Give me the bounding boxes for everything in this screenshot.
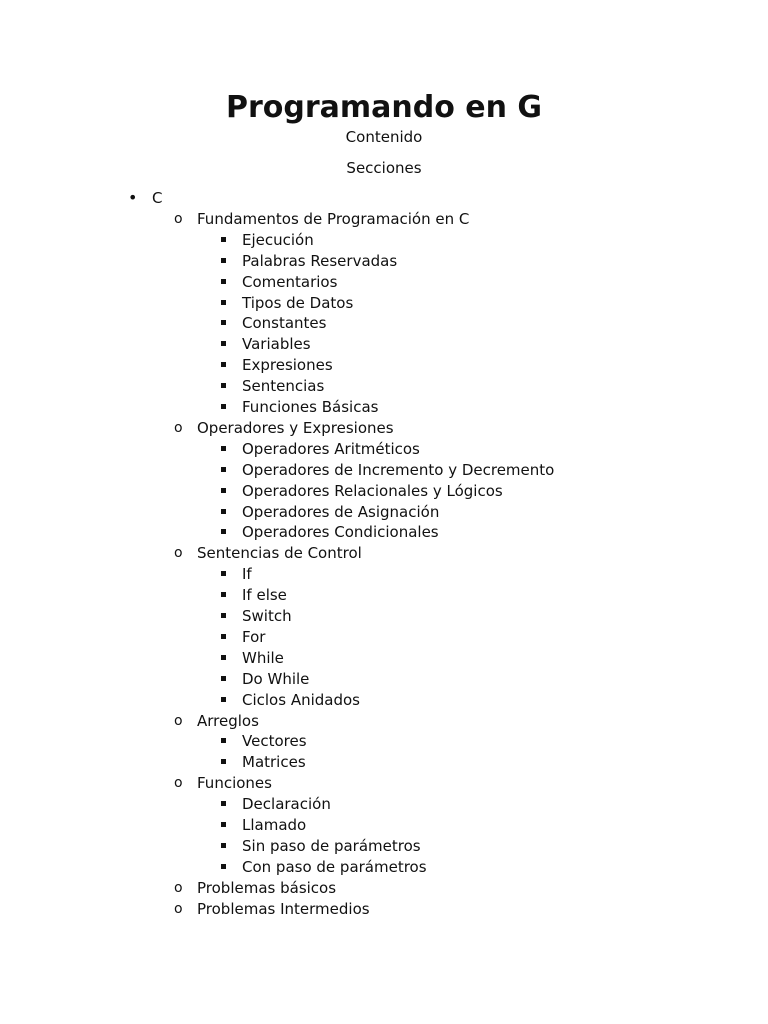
bullet-circle-icon: o: [174, 210, 183, 227]
bullet-square-icon: [221, 676, 226, 681]
outline-item-level3: [242, 752, 306, 772]
outline-item-label: Arreglos: [197, 711, 259, 730]
outline-item-label: Comentarios: [242, 272, 338, 291]
outline-item-level3: [242, 481, 503, 501]
outline-item-level3: [242, 460, 554, 480]
outline-item-label: Expresiones: [242, 356, 333, 375]
outline-item-level3: [242, 794, 331, 814]
outline-item-level2: [174, 543, 362, 563]
outline-item-label: Operadores y Expresiones: [197, 418, 394, 437]
bullet-square-icon: [221, 822, 226, 827]
outline-item-level2: [174, 418, 394, 438]
outline-item-level3: [242, 836, 421, 856]
bullet-circle-icon: o: [174, 419, 183, 436]
outline-item-label: Sin paso de parámetros: [242, 836, 421, 855]
outline-item-level3: [242, 355, 333, 375]
outline-item-label: Sentencias de Control: [197, 544, 362, 563]
outline-item-label: If: [242, 565, 252, 584]
outline-item-label: While: [242, 648, 284, 667]
bullet-square-icon: [221, 509, 226, 514]
outline-item-label: Operadores Relacionales y Lógicos: [242, 481, 503, 500]
outline-item-label: Declaración: [242, 795, 331, 814]
outline-item-label: Fundamentos de Programación en C: [197, 209, 470, 228]
outline-item-level3: [242, 564, 252, 584]
bullet-square-icon: [221, 738, 226, 743]
outline-item-label: Vectores: [242, 732, 307, 751]
bullet-square-icon: [221, 801, 226, 806]
bullet-square-icon: [221, 655, 226, 660]
outline-item-level3: [242, 669, 309, 689]
outline-item-level3: [242, 857, 427, 877]
outline-item-label: For: [242, 627, 266, 646]
outline-item-label: Variables: [242, 335, 311, 354]
bullet-square-icon: [221, 613, 226, 618]
outline-item-label: If else: [242, 586, 287, 605]
bullet-square-icon: [221, 571, 226, 576]
outline-item-level3: [242, 627, 265, 647]
bullet-square-icon: [221, 320, 226, 325]
bullet-square-icon: [221, 634, 226, 639]
bullet-circle-icon: o: [174, 545, 183, 562]
outline-item-level3: [242, 293, 353, 313]
bullet-square-icon: [221, 529, 226, 534]
bullet-square-icon: [221, 446, 226, 451]
contents-heading: Contenido: [345, 128, 423, 146]
outline-item-label: Con paso de parámetros: [242, 857, 427, 876]
outline-item-level3: [242, 731, 307, 751]
outline-item-level3: [242, 522, 439, 542]
outline-item-level3: [242, 230, 314, 250]
outline-item-level2: [174, 899, 370, 919]
bullet-circle-icon: o: [174, 900, 183, 917]
document-title: Programando en G: [225, 90, 543, 125]
outline-item-level3: [242, 272, 337, 292]
bullet-square-icon: [221, 404, 226, 409]
outline-item-label: Switch: [242, 607, 292, 625]
outline-item-label: Llamado: [242, 816, 307, 834]
outline-item-level2: [174, 209, 470, 229]
outline-item-level3: [242, 439, 420, 459]
outline-item-label: Operadores de Incremento y Decremento: [242, 460, 555, 479]
outline-item-level3: [242, 606, 292, 626]
bullet-square-icon: [221, 843, 226, 848]
outline-item-label: Constantes: [242, 314, 327, 333]
outline-item-label: Palabras Reservadas: [242, 251, 398, 270]
outline-item-level2: [174, 878, 337, 898]
outline-item-label: Funciones Básicas: [242, 398, 379, 416]
outline-item-level3: [242, 251, 397, 271]
outline-item-label: Do While: [242, 669, 310, 688]
outline-item-level3: [242, 313, 326, 333]
bullet-square-icon: [221, 300, 226, 305]
outline-item-label: Operadores de Asignación: [242, 502, 440, 521]
bullet-square-icon: [221, 697, 226, 702]
sections-heading: Secciones: [346, 159, 422, 177]
outline-item-label: Problemas básicos: [197, 878, 337, 897]
bullet-square-icon: [221, 279, 226, 284]
outline-item-level3: [242, 376, 324, 396]
outline-item-label: Problemas Intermedios: [197, 899, 370, 918]
outline-item-label: Operadores Condicionales: [242, 523, 439, 542]
bullet-square-icon: [221, 488, 226, 493]
bullet-disc-icon: •: [128, 188, 138, 207]
outline-item-label: Ejecución: [242, 230, 314, 249]
bullet-square-icon: [221, 864, 226, 869]
outline-item-level3: [242, 334, 311, 354]
bullet-circle-icon: o: [174, 775, 183, 792]
bullet-square-icon: [221, 383, 226, 388]
bullet-square-icon: [221, 362, 226, 367]
outline-item-level3: [242, 815, 306, 835]
bullet-square-icon: [221, 258, 226, 263]
outline-item-label: Sentencias: [242, 377, 325, 396]
outline-item-level3: [242, 397, 378, 417]
outline-item-label: Tipos de Datos: [242, 293, 354, 312]
outline-item-level2: [174, 773, 272, 793]
outline-item-level3: [242, 502, 439, 522]
outline-item-label: Matrices: [242, 753, 306, 772]
bullet-square-icon: [221, 592, 226, 597]
bullet-square-icon: [221, 467, 226, 472]
outline-item-label: Funciones: [197, 774, 272, 793]
outline-item-label: Operadores Aritméticos: [242, 439, 420, 458]
outline-item-level2: [174, 711, 259, 731]
outline-item-level3: [242, 648, 284, 668]
outline-item-level3: [242, 690, 360, 710]
outline-item-level1: [128, 188, 163, 208]
bullet-circle-icon: o: [174, 712, 183, 729]
outline-item-label: Ciclos Anidados: [242, 690, 360, 709]
bullet-circle-icon: o: [174, 879, 183, 896]
bullet-square-icon: [221, 759, 226, 764]
bullet-square-icon: [221, 237, 226, 242]
outline-item-label: C: [152, 189, 163, 207]
bullet-square-icon: [221, 341, 226, 346]
outline-item-level3: [242, 585, 287, 605]
